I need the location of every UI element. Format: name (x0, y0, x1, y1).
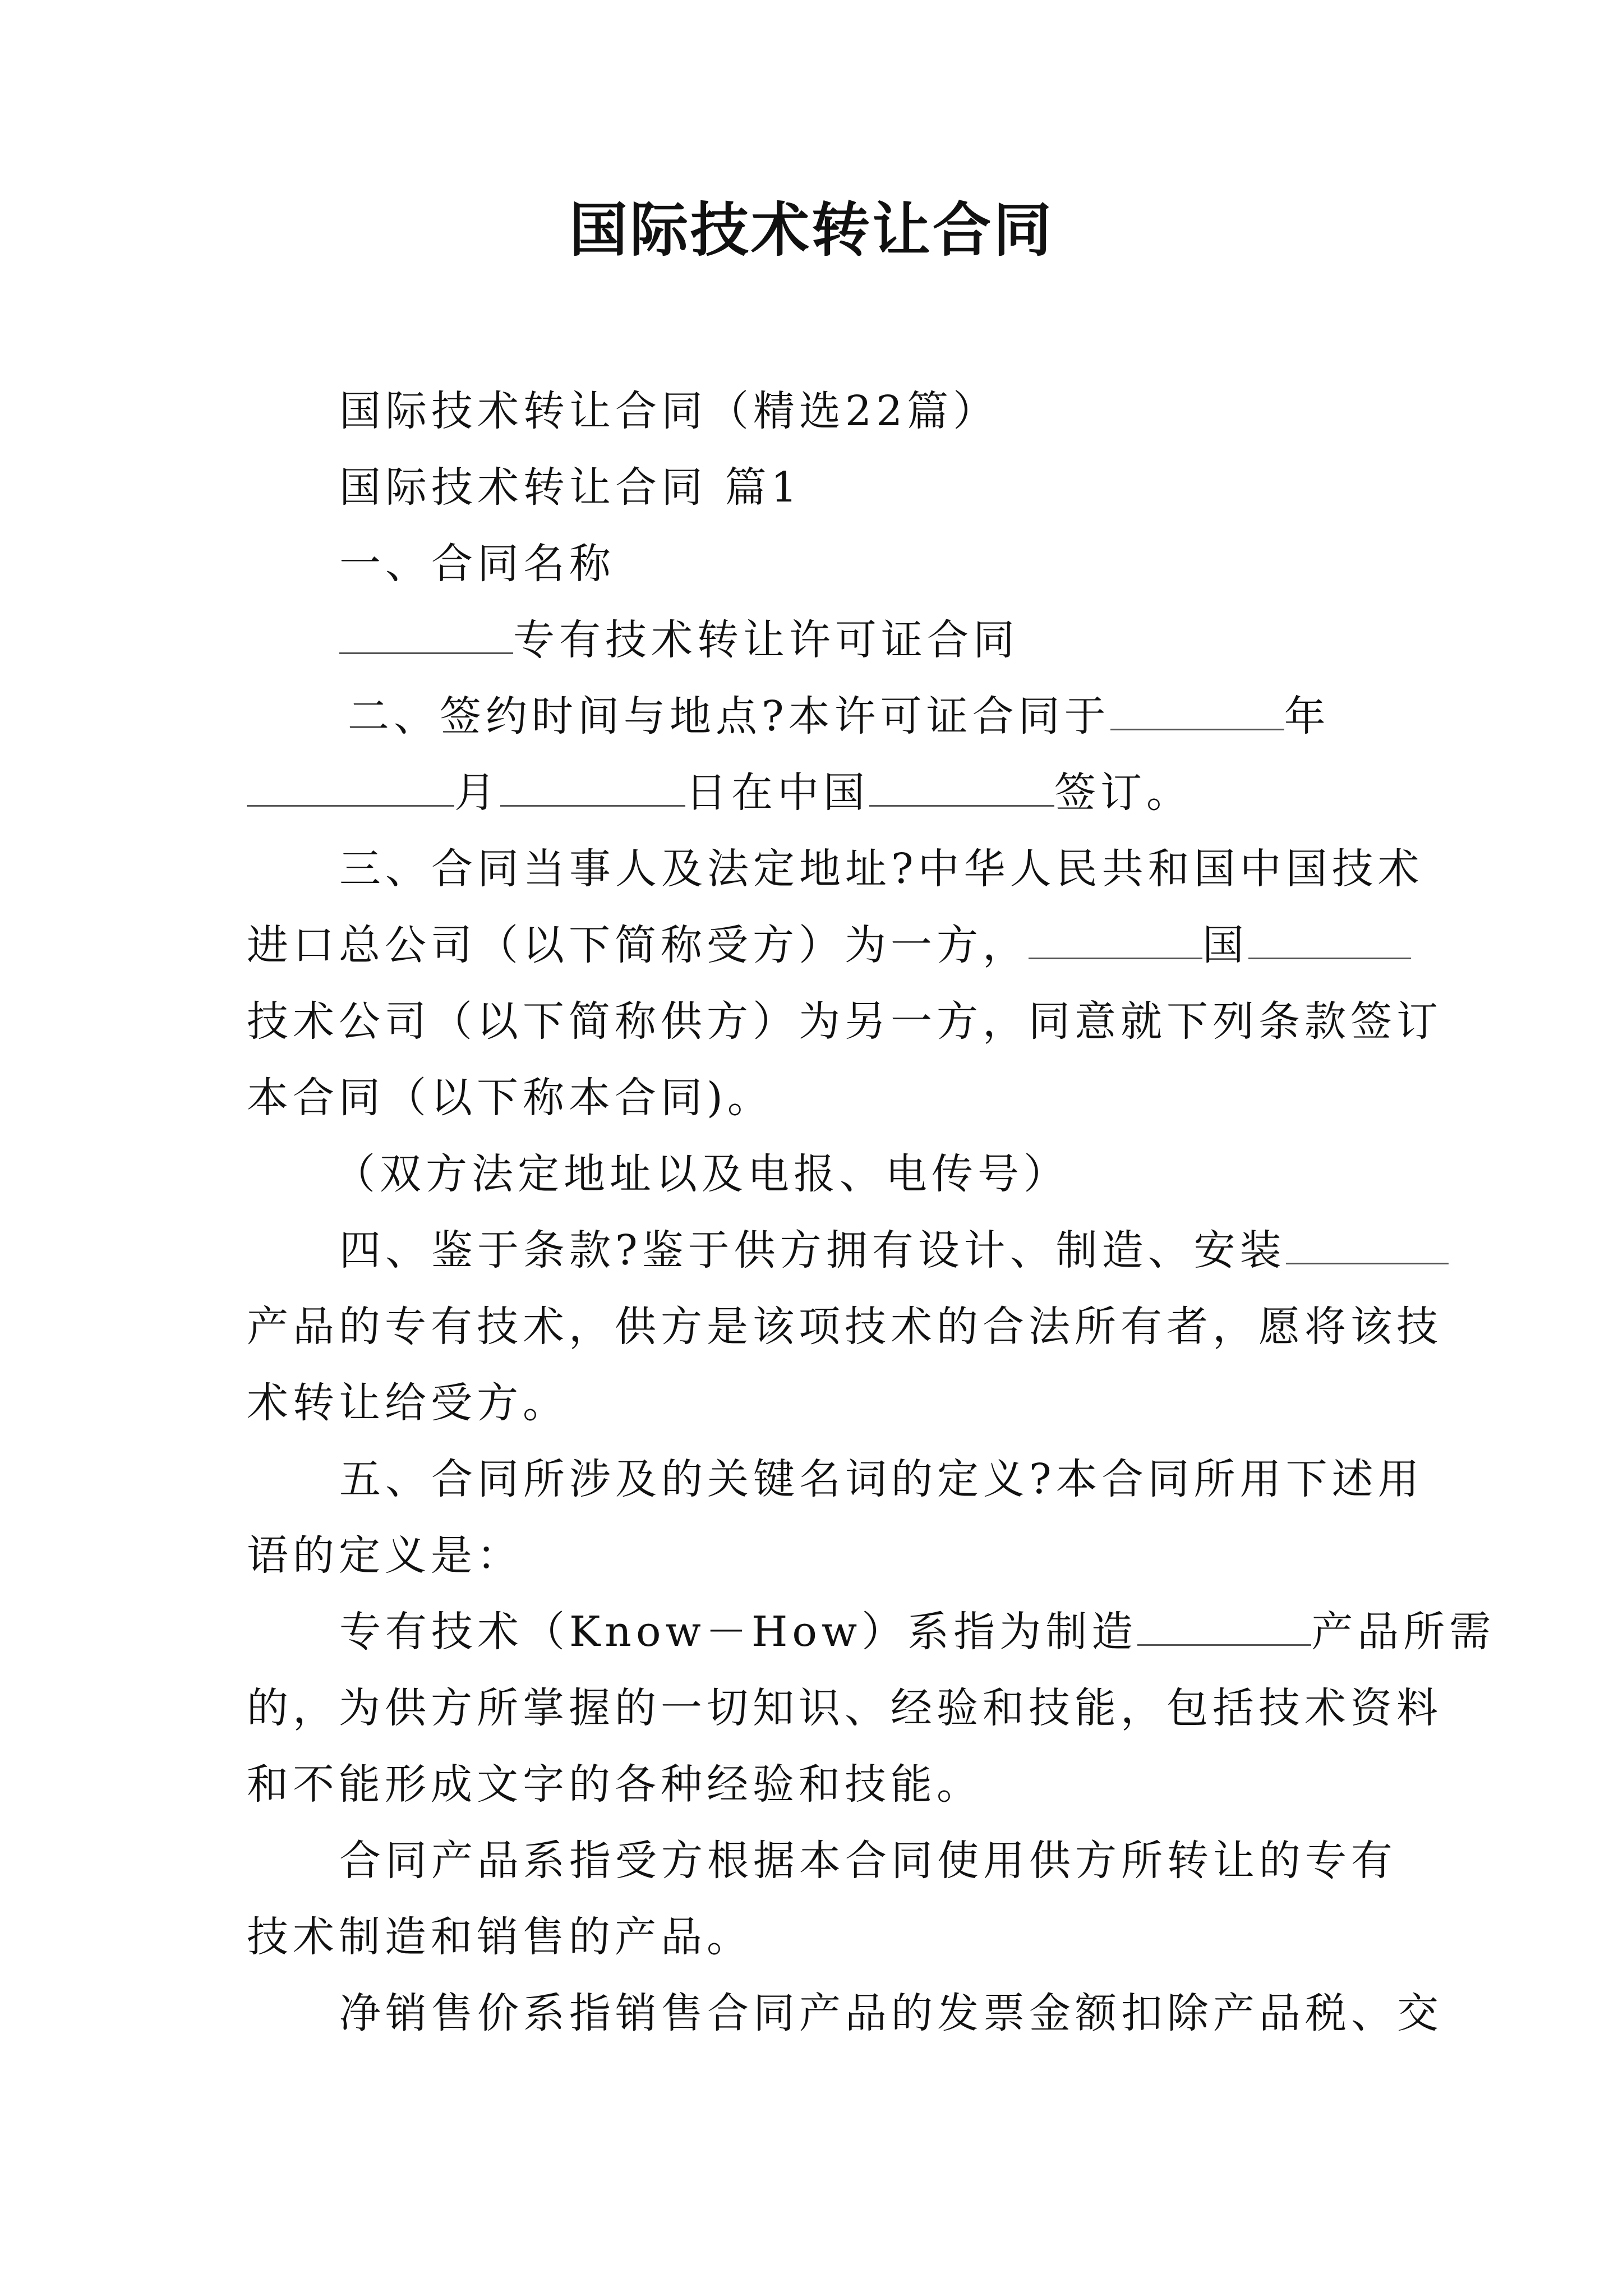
paragraph-continued (247, 983, 1442, 1060)
text: 和不能形成文字的各种经验和技能。 (247, 1760, 983, 1809)
text: 国 (1202, 921, 1248, 969)
blank-field (339, 613, 513, 654)
paragraph-continued (247, 1517, 1380, 1594)
text: 进口总公司（以下简称受方）为一方， (247, 921, 1029, 969)
text: 专有技术（Know－How）系指为制造 (339, 1608, 1138, 1656)
text: 三、合同当事人及法定地址?中华人民共和国中国技术 (339, 845, 1424, 893)
paragraph (247, 1441, 1424, 1517)
paragraph (247, 831, 1424, 907)
text: 日在中国 (685, 769, 869, 817)
text: 签订。 (1054, 769, 1192, 817)
paragraph (247, 1594, 1496, 1670)
text: 专有技术转让许可证合同 (513, 616, 1019, 664)
blank-field (1286, 1223, 1449, 1264)
blank-field (869, 766, 1054, 807)
blank-field (1029, 918, 1202, 959)
text: 的，为供方所掌握的一切知识、经验和技能，包括技术资料 (247, 1684, 1442, 1732)
paragraph-continued (247, 1289, 1442, 1365)
text: （双方法定地址以及电报、电传号） (334, 1150, 1069, 1198)
text: 技术制造和销售的产品。 (247, 1913, 753, 1961)
paragraph-continued (247, 1746, 1380, 1823)
section-heading: 国际技术转让合同 篇1 (339, 463, 802, 512)
text: 国际技术转让合同（精选22篇） (339, 387, 999, 435)
document-title: 国际技术转让合同 (569, 195, 1054, 264)
blank-field (247, 766, 454, 807)
paragraph (247, 449, 1380, 526)
text: 四、鉴于条款?鉴于供方拥有设计、制造、安装 (339, 1226, 1286, 1274)
paragraph (247, 526, 1380, 602)
blank-field (1248, 918, 1411, 959)
text: 净销售价系指销售合同产品的发票金额扣除产品税、交 (339, 1989, 1443, 2037)
text: 产品的专有技术，供方是该项技术的合法所有者，愿将该技 (247, 1303, 1442, 1351)
paragraph-continued (247, 1060, 1380, 1136)
paragraph-continued (247, 907, 1380, 983)
text: 产品所需 (1311, 1608, 1496, 1656)
paragraph-continued (247, 1670, 1442, 1746)
paragraph-continued (247, 1365, 1380, 1441)
text: 合同产品系指受方根据本合同使用供方所转让的专有 (339, 1837, 1397, 1885)
text: 技术公司（以下简称供方）为另一方，同意就下列条款签订 (247, 997, 1442, 1046)
paragraph (247, 1975, 1443, 2051)
paragraph (247, 678, 1380, 754)
text: 年 (1284, 692, 1330, 740)
paragraph (247, 1136, 1380, 1212)
text: 五、合同所涉及的关键名词的定义?本合同所用下述用 (339, 1455, 1424, 1503)
blank-field (1110, 689, 1284, 730)
section-heading: 一、合同名称 (339, 540, 615, 588)
paragraph (247, 602, 1380, 678)
paragraph-continued (247, 754, 1380, 831)
document-body (247, 373, 1496, 2051)
paragraph (247, 1823, 1397, 1899)
blank-field (1137, 1605, 1311, 1646)
text: 语的定义是： (247, 1531, 523, 1580)
paragraph (247, 373, 1380, 449)
text: 本合同（以下称本合同)。 (247, 1074, 773, 1122)
blank-field (500, 766, 685, 807)
paragraph-continued (247, 1899, 1380, 1975)
text: 月 (454, 769, 500, 817)
paragraph (247, 1212, 1380, 1289)
text: 二、签约时间与地点?本许可证合同于 (348, 692, 1110, 740)
text: 术转让给受方。 (247, 1379, 569, 1427)
